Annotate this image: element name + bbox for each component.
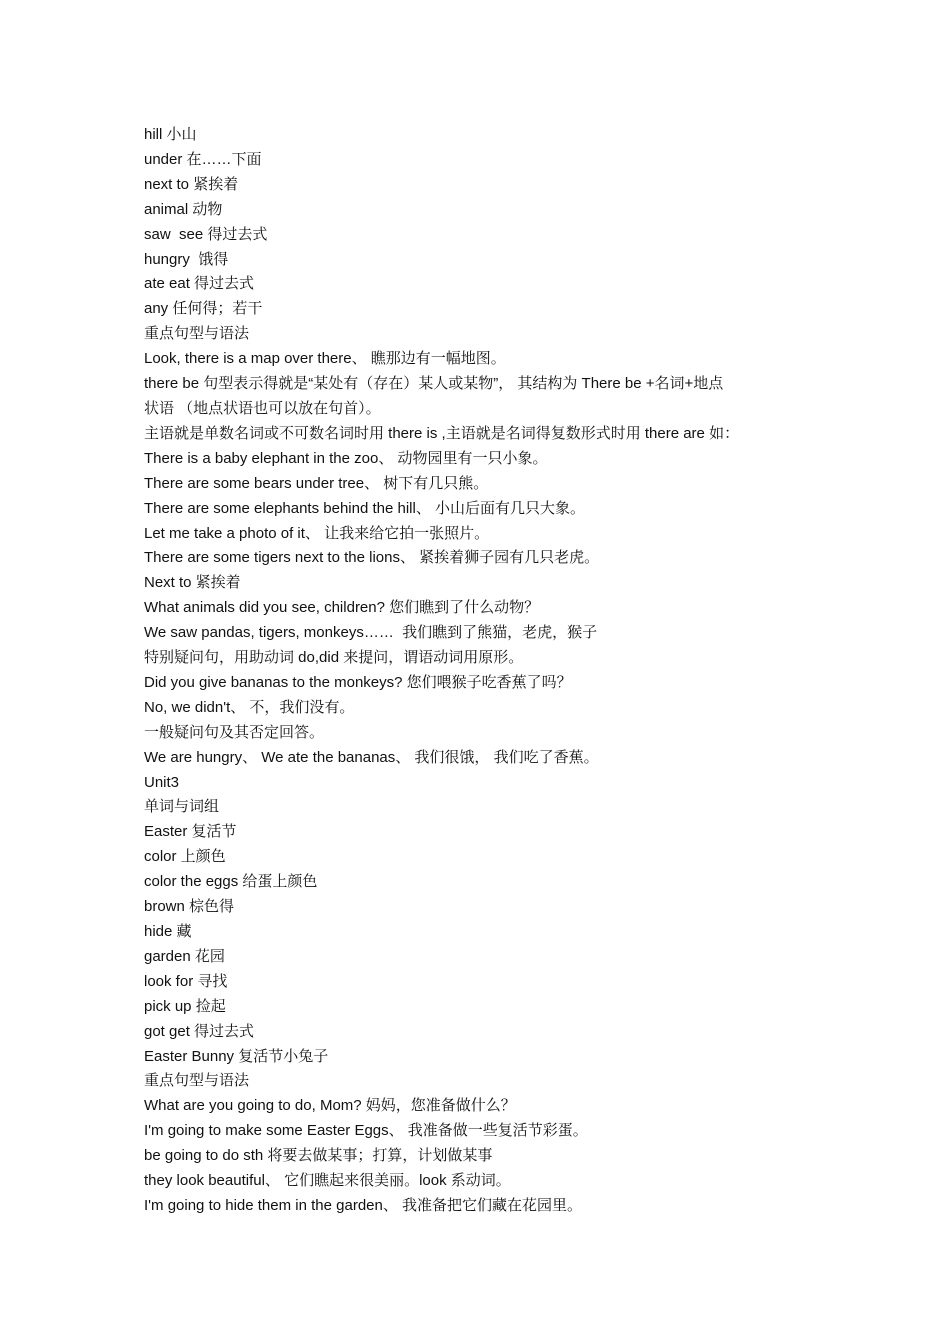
sentence-line: There is a baby elephant in the zoo、 动物园里有一只小象。 [144,449,548,467]
vocab-line-color-eggs: color the eggs 给蛋上颜色 [144,873,318,891]
section-heading-vocab: 单词与词组 [144,798,220,816]
vocab-line-next-to-2: Next to 紧挨着 [144,574,241,592]
sentence-line: Did you give bananas to the monkeys? 您们喂猴子吃香蕉了吗？ [144,673,572,691]
vocab-line-under: under 在……下面 [144,150,262,168]
vocab-line-animal: animal 动物 [144,200,223,218]
sentence-line: What animals did you see, children? 您们瞧到了什么动物？ [144,599,540,617]
vocab-line-hill: hill 小山 [144,126,197,143]
vocab-line-look-for: look for 寻找 [144,972,228,990]
unit-heading: Unit3 [144,773,180,791]
sentence-line: No, we didn't、 不，我们没有。 [144,698,355,716]
vocab-line-any: any 任何得；若干 [144,300,263,318]
sentence-line: I'm going to hide them in the garden、 我准备把它们藏在花园里。 [144,1196,583,1214]
grammar-note-line: 主语就是单数名词或不可数名词时用 there is ,主语就是名词得复数形式时用 there are 如： [144,424,740,442]
grammar-note-line: there be 句型表示得就是“某处有（存在）某人或某物”， 其结构为 There be +名词+地点 [144,375,724,393]
sentence-line: We are hungry、 We ate the bananas、 我们很饿， 我们吃了香蕉。 [144,748,599,766]
section-heading-grammar-2: 重点句型与语法 [144,1072,250,1090]
sentence-line: There are some elephants behind the hill、 小山后面有几只大象。 [144,499,586,517]
vocab-line-hungry: hungry 饿得 [144,250,229,268]
sentence-line: they look beautiful、 它们瞧起来很美丽。look 系动词。 [144,1172,511,1190]
sentence-line: Look, there is a map over there、 瞧那边有一幅地图。 [144,350,506,368]
section-heading-grammar: 重点句型与语法 [144,325,250,343]
sentence-line: What are you going to do, Mom? 妈妈，您准备做什么？ [144,1097,516,1115]
sentence-line: We saw pandas, tigers, monkeys…… 我们瞧到了熊猫，老虎，猴子 [144,624,598,642]
sentence-line: I'm going to make some Easter Eggs、 我准备做一些复活节彩蛋。 [144,1122,588,1140]
vocab-line-color: color 上颜色 [144,848,226,866]
vocab-line-pick-up: pick up 捡起 [144,997,226,1015]
sentence-line: There are some tigers next to the lions、 紧挨着狮子园有几只老虎。 [144,549,600,567]
grammar-note-line: 一般疑问句及其否定回答。 [144,723,325,741]
vocab-line-brown: brown 棕色得 [144,898,235,916]
vocab-line-easter: Easter 复活节 [144,823,237,841]
vocab-line-next-to: next to 紧挨着 [144,175,239,193]
vocab-line-easter-bunny: Easter Bunny 复活节小兔子 [144,1047,329,1065]
grammar-note-line: 特别疑问句，用助动词 do,did 来提问，谓语动词用原形。 [144,649,524,667]
sentence-line: There are some bears under tree、 树下有几只熊。 [144,474,489,492]
sentence-line: Let me take a photo of it、 让我来给它拍一张照片。 [144,524,490,542]
vocab-line-ate: ate eat 得过去式 [144,275,255,293]
vocab-line-garden: garden 花园 [144,947,225,965]
vocab-line-got: got get 得过去式 [144,1022,255,1040]
vocab-line-hide: hide 藏 [144,923,192,940]
grammar-note-line: 状语 （地点状语也可以放在句首）。 [144,399,381,417]
document-body [144,123,814,1219]
vocab-line-saw: saw see 得过去式 [144,225,268,243]
grammar-note-line: be going to do sth 将要去做某事；打算，计划做某事 [144,1147,493,1165]
